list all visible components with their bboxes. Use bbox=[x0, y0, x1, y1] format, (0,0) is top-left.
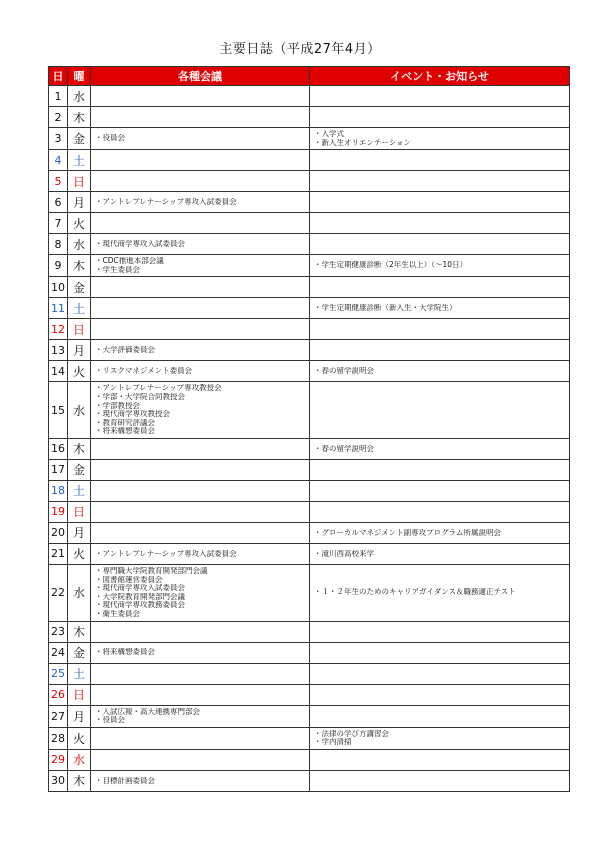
events-list bbox=[310, 510, 569, 514]
meetings-cell bbox=[91, 128, 310, 150]
events-list bbox=[310, 586, 569, 599]
meetings-cell bbox=[91, 642, 310, 663]
meetings-cell bbox=[91, 663, 310, 684]
diary-body bbox=[49, 86, 570, 792]
table-row bbox=[49, 171, 570, 192]
page-title: 主要日誌（平成27年4月） bbox=[219, 42, 381, 57]
event-item: ・学生定期健康診断（2年生以上）（～10日） bbox=[314, 261, 468, 270]
meeting-item: ・役員会 bbox=[95, 134, 125, 143]
meeting-item: ・衛生委員会 bbox=[95, 609, 140, 618]
weekday: 火 bbox=[68, 543, 91, 564]
day-number: 4 bbox=[49, 150, 68, 171]
meetings-list bbox=[91, 327, 309, 331]
day-number: 27 bbox=[49, 705, 68, 727]
table-row bbox=[49, 438, 570, 459]
day-number: 19 bbox=[49, 501, 68, 522]
meetings-list bbox=[91, 285, 309, 289]
meetings-cell bbox=[91, 480, 310, 501]
meeting-item: ・現代商学専攻教務委員会 bbox=[95, 601, 185, 610]
meetings-list bbox=[91, 489, 309, 493]
meetings-list bbox=[91, 775, 309, 788]
day-number: 28 bbox=[49, 727, 68, 749]
meetings-list bbox=[91, 158, 309, 162]
event-item: ・新入生オリエンテーション bbox=[314, 138, 412, 147]
meetings-list bbox=[91, 238, 309, 251]
meetings-cell bbox=[91, 459, 310, 480]
events-list bbox=[310, 302, 569, 315]
meeting-item: ・アントレプレナーシップ専攻教授会 bbox=[95, 384, 222, 393]
meeting-item: ・学部・大学院合同教授会 bbox=[95, 392, 185, 401]
meetings-list bbox=[91, 630, 309, 634]
day-number: 26 bbox=[49, 684, 68, 705]
meetings-list bbox=[91, 468, 309, 472]
weekday: 土 bbox=[68, 663, 91, 684]
meetings-cell bbox=[91, 770, 310, 791]
weekday: 金 bbox=[68, 459, 91, 480]
events-cell bbox=[310, 192, 570, 213]
weekday: 火 bbox=[68, 727, 91, 749]
events-list bbox=[310, 179, 569, 183]
table-row bbox=[49, 684, 570, 705]
meetings-cell bbox=[91, 213, 310, 234]
weekday: 月 bbox=[68, 192, 91, 213]
meetings-list bbox=[91, 693, 309, 697]
meetings-list bbox=[91, 548, 309, 561]
events-list bbox=[310, 221, 569, 225]
events-cell bbox=[310, 107, 570, 128]
table-row bbox=[49, 621, 570, 642]
meetings-cell bbox=[91, 150, 310, 171]
day-number: 2 bbox=[49, 107, 68, 128]
events-list bbox=[310, 285, 569, 289]
meeting-item: ・図書館運営委員会 bbox=[95, 575, 163, 584]
weekday: 木 bbox=[68, 621, 91, 642]
events-list bbox=[310, 779, 569, 783]
meeting-item: ・アントレプレナーシップ専攻入試委員会 bbox=[95, 197, 237, 206]
day-number: 18 bbox=[49, 480, 68, 501]
meeting-item: ・現代商学専攻入試委員会 bbox=[95, 239, 185, 248]
event-item: ・グローカルマネジメント副専攻プログラム所属説明会 bbox=[314, 528, 502, 537]
table-row bbox=[49, 543, 570, 564]
day-number: 13 bbox=[49, 340, 68, 361]
meetings-list bbox=[91, 382, 309, 438]
day-number: 25 bbox=[49, 663, 68, 684]
weekday: 水 bbox=[68, 234, 91, 255]
meetings-list bbox=[91, 646, 309, 659]
table-row bbox=[49, 501, 570, 522]
meetings-list bbox=[91, 736, 309, 740]
events-list bbox=[310, 128, 569, 149]
events-list bbox=[310, 527, 569, 540]
weekday: 月 bbox=[68, 705, 91, 727]
meeting-item: ・学部教授会 bbox=[95, 401, 140, 410]
meeting-item: ・アントレプレナーシップ専攻入試委員会 bbox=[95, 549, 237, 558]
day-number: 17 bbox=[49, 459, 68, 480]
events-cell bbox=[310, 361, 570, 382]
weekday: 日 bbox=[68, 171, 91, 192]
events-list bbox=[310, 630, 569, 634]
weekday: 土 bbox=[68, 480, 91, 501]
meeting-item: ・専門職大学院教育開発部門会議 bbox=[95, 566, 208, 575]
day-number: 7 bbox=[49, 213, 68, 234]
table-row bbox=[49, 564, 570, 621]
table-row bbox=[49, 361, 570, 382]
day-number: 9 bbox=[49, 255, 68, 277]
meetings-cell bbox=[91, 382, 310, 439]
meeting-item: ・教育研究評議会 bbox=[95, 418, 155, 427]
events-list bbox=[310, 158, 569, 162]
day-number: 3 bbox=[49, 128, 68, 150]
meetings-cell bbox=[91, 107, 310, 128]
events-cell bbox=[310, 234, 570, 255]
table-row bbox=[49, 192, 570, 213]
meetings-cell bbox=[91, 319, 310, 340]
meetings-cell bbox=[91, 361, 310, 382]
weekday: 土 bbox=[68, 150, 91, 171]
table-row bbox=[49, 382, 570, 439]
table-row bbox=[49, 459, 570, 480]
weekday: 水 bbox=[68, 86, 91, 107]
header-weekday: 曜 bbox=[68, 67, 91, 86]
meetings-list bbox=[91, 344, 309, 357]
event-item: ・滝川西高校来学 bbox=[314, 549, 374, 558]
weekday: 木 bbox=[68, 107, 91, 128]
table-row bbox=[49, 770, 570, 791]
meetings-cell bbox=[91, 298, 310, 319]
table-row bbox=[49, 663, 570, 684]
meeting-item: ・将来構想委員会 bbox=[95, 427, 155, 436]
events-cell bbox=[310, 171, 570, 192]
events-list bbox=[310, 200, 569, 204]
events-list bbox=[310, 443, 569, 456]
event-item: ・入学式 bbox=[314, 130, 344, 138]
weekday: 金 bbox=[68, 642, 91, 663]
events-cell bbox=[310, 621, 570, 642]
event-item: ・１・２年生のためのキャリアガイダンス＆職務適正テスト bbox=[314, 588, 516, 597]
events-cell bbox=[310, 749, 570, 770]
day-number: 6 bbox=[49, 192, 68, 213]
events-list bbox=[310, 408, 569, 412]
events-cell bbox=[310, 86, 570, 107]
events-cell bbox=[310, 727, 570, 749]
events-list bbox=[310, 651, 569, 655]
events-list bbox=[310, 348, 569, 352]
weekday: 土 bbox=[68, 298, 91, 319]
events-cell bbox=[310, 128, 570, 150]
meetings-cell bbox=[91, 171, 310, 192]
day-number: 22 bbox=[49, 564, 68, 621]
events-list bbox=[310, 468, 569, 472]
meeting-item: ・大学院教育開発部門会議 bbox=[95, 592, 185, 601]
weekday: 日 bbox=[68, 684, 91, 705]
meetings-list bbox=[91, 672, 309, 676]
weekday: 木 bbox=[68, 438, 91, 459]
day-number: 24 bbox=[49, 642, 68, 663]
day-number: 8 bbox=[49, 234, 68, 255]
weekday: 水 bbox=[68, 382, 91, 439]
meetings-cell bbox=[91, 255, 310, 277]
events-list bbox=[310, 693, 569, 697]
events-cell bbox=[310, 382, 570, 439]
meeting-item: ・目標計画委員会 bbox=[95, 776, 155, 785]
events-cell bbox=[310, 340, 570, 361]
meetings-list bbox=[91, 94, 309, 98]
table-row bbox=[49, 319, 570, 340]
meetings-cell bbox=[91, 749, 310, 770]
day-number: 14 bbox=[49, 361, 68, 382]
day-number: 21 bbox=[49, 543, 68, 564]
day-number: 5 bbox=[49, 171, 68, 192]
events-cell bbox=[310, 663, 570, 684]
meetings-cell bbox=[91, 277, 310, 298]
events-cell bbox=[310, 770, 570, 791]
weekday: 金 bbox=[68, 277, 91, 298]
events-cell bbox=[310, 213, 570, 234]
weekday: 金 bbox=[68, 128, 91, 150]
day-number: 1 bbox=[49, 86, 68, 107]
meetings-list bbox=[91, 221, 309, 225]
day-number: 23 bbox=[49, 621, 68, 642]
table-row bbox=[49, 277, 570, 298]
meetings-cell bbox=[91, 86, 310, 107]
header-meetings: 各種会議 bbox=[91, 67, 310, 86]
meetings-cell bbox=[91, 621, 310, 642]
meetings-cell bbox=[91, 543, 310, 564]
meetings-cell bbox=[91, 192, 310, 213]
weekday: 日 bbox=[68, 319, 91, 340]
meetings-list bbox=[91, 115, 309, 119]
events-cell bbox=[310, 543, 570, 564]
day-number: 20 bbox=[49, 522, 68, 543]
meetings-cell bbox=[91, 234, 310, 255]
meetings-list bbox=[91, 132, 309, 145]
meetings-cell bbox=[91, 438, 310, 459]
events-cell bbox=[310, 319, 570, 340]
events-cell bbox=[310, 684, 570, 705]
meetings-cell bbox=[91, 684, 310, 705]
table-row bbox=[49, 340, 570, 361]
weekday: 火 bbox=[68, 213, 91, 234]
table-row bbox=[49, 298, 570, 319]
events-list bbox=[310, 672, 569, 676]
event-item: ・学内清掃 bbox=[314, 738, 352, 747]
events-cell bbox=[310, 642, 570, 663]
events-cell bbox=[310, 150, 570, 171]
meetings-list bbox=[91, 531, 309, 535]
table-row bbox=[49, 255, 570, 277]
table-row bbox=[49, 107, 570, 128]
meetings-list bbox=[91, 758, 309, 762]
table-row bbox=[49, 749, 570, 770]
meetings-list bbox=[91, 447, 309, 451]
table-row bbox=[49, 213, 570, 234]
meetings-list bbox=[91, 255, 309, 276]
weekday: 火 bbox=[68, 361, 91, 382]
weekday: 水 bbox=[68, 749, 91, 770]
meeting-item: ・現代商学専攻教授会 bbox=[95, 410, 170, 419]
events-cell bbox=[310, 438, 570, 459]
event-item: ・法律の学び方講習会 bbox=[314, 729, 389, 738]
table-row bbox=[49, 642, 570, 663]
events-list bbox=[310, 548, 569, 561]
events-list bbox=[310, 115, 569, 119]
meeting-item: ・入試広報・高大連携専門部会 bbox=[95, 707, 200, 716]
events-cell bbox=[310, 501, 570, 522]
meeting-item: ・大学評価委員会 bbox=[95, 346, 155, 355]
event-item: ・春の留学説明会 bbox=[314, 367, 374, 376]
diary-table bbox=[48, 66, 570, 792]
meetings-list bbox=[91, 706, 309, 727]
meeting-item: ・リスクマネジメント委員会 bbox=[95, 367, 193, 376]
events-list bbox=[310, 489, 569, 493]
day-number: 30 bbox=[49, 770, 68, 791]
meeting-item: ・役員会 bbox=[95, 716, 125, 725]
weekday: 木 bbox=[68, 770, 91, 791]
meetings-cell bbox=[91, 705, 310, 727]
event-item: ・春の留学説明会 bbox=[314, 444, 374, 453]
meetings-list bbox=[91, 306, 309, 310]
event-item: ・学生定期健康診断（新入生・大学院生） bbox=[314, 304, 457, 313]
meetings-cell bbox=[91, 522, 310, 543]
meetings-cell bbox=[91, 501, 310, 522]
weekday: 月 bbox=[68, 522, 91, 543]
meetings-list bbox=[91, 565, 309, 621]
meeting-item: ・将来構想委員会 bbox=[95, 648, 155, 657]
meetings-list bbox=[91, 510, 309, 514]
meeting-item: ・現代商学専攻入試委員会 bbox=[95, 584, 185, 593]
weekday: 木 bbox=[68, 255, 91, 277]
meetings-cell bbox=[91, 564, 310, 621]
meetings-list bbox=[91, 179, 309, 183]
day-number: 10 bbox=[49, 277, 68, 298]
table-row bbox=[49, 86, 570, 107]
table-row bbox=[49, 234, 570, 255]
events-list bbox=[310, 728, 569, 749]
events-list bbox=[310, 242, 569, 246]
meeting-item: ・学生委員会 bbox=[95, 265, 140, 274]
meetings-cell bbox=[91, 340, 310, 361]
header-events: イベント・お知らせ bbox=[310, 67, 570, 86]
weekday: 日 bbox=[68, 501, 91, 522]
meetings-list bbox=[91, 365, 309, 378]
header-day: 日 bbox=[49, 67, 68, 86]
day-number: 12 bbox=[49, 319, 68, 340]
day-number: 29 bbox=[49, 749, 68, 770]
events-cell bbox=[310, 522, 570, 543]
events-cell bbox=[310, 564, 570, 621]
events-list bbox=[310, 365, 569, 378]
table-row bbox=[49, 128, 570, 150]
table-row bbox=[49, 705, 570, 727]
weekday: 水 bbox=[68, 564, 91, 621]
events-list bbox=[310, 94, 569, 98]
table-row bbox=[49, 480, 570, 501]
header-row bbox=[49, 67, 570, 86]
events-list bbox=[310, 259, 569, 272]
events-list bbox=[310, 714, 569, 718]
table-row bbox=[49, 150, 570, 171]
table-row bbox=[49, 522, 570, 543]
table-row bbox=[49, 727, 570, 749]
events-list bbox=[310, 327, 569, 331]
weekday: 月 bbox=[68, 340, 91, 361]
meeting-item: ・CDC推進本部会議 bbox=[95, 257, 164, 266]
events-cell bbox=[310, 277, 570, 298]
events-list bbox=[310, 758, 569, 762]
day-number: 16 bbox=[49, 438, 68, 459]
meetings-list bbox=[91, 196, 309, 209]
events-cell bbox=[310, 480, 570, 501]
events-cell bbox=[310, 298, 570, 319]
events-cell bbox=[310, 459, 570, 480]
day-number: 11 bbox=[49, 298, 68, 319]
events-cell bbox=[310, 705, 570, 727]
meetings-cell bbox=[91, 727, 310, 749]
events-cell bbox=[310, 255, 570, 277]
day-number: 15 bbox=[49, 382, 68, 439]
